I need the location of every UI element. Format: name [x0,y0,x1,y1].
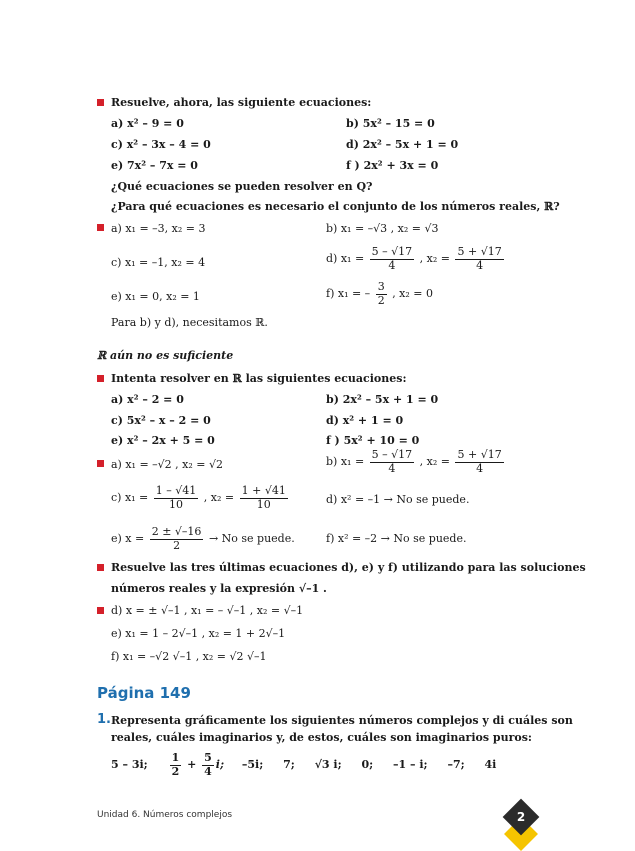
eq-2a: a) x² – 2 = 0 [111,393,184,406]
section3-instruction-line1: Resuelve las tres últimas ecuaciones d), e) y f) utilizando para las soluciones [111,561,586,574]
eq-1d: d) 2x² – 5x + 1 = 0 [346,138,459,151]
answer-1a: a) x₁ = –3, x₂ = 3 [111,222,206,235]
bullet-icon [97,375,104,382]
answer-1f-post: , x₂ = 0 [392,287,434,301]
complex-item: 0; [361,758,374,771]
answer-1d-label: d) x₁ = [326,252,365,266]
answer-3d: d) x = ± √–1 , x₁ = – √–1 , x₂ = √–1 [111,604,304,617]
question-2: ¿Para qué ecuaciones es necesario el conjunto de los números reales, ℝ? [111,200,560,213]
complex-item: 5 – 3i; [111,758,148,771]
bullet-icon [97,607,104,614]
bullet-icon [97,460,104,467]
page-badge [503,800,539,848]
complex-item: $\frac{1}{2}$ + $\frac{5}{4}$ i; [171,750,225,778]
answer-1d [326,246,506,272]
answer-2c-label: c) x₁ = [111,491,149,505]
fraction: $\frac{2 \pm √-16}{2}$ [151,525,202,552]
answer-2f: f) x² = –2 → No se puede. [326,532,467,545]
page-heading: Página 149 [97,684,191,702]
exercise-line2: reales, cuáles imaginarios y, de estos, cuáles son imaginarios puros: [111,731,532,744]
answer-2b [326,449,506,475]
fraction: $\frac{5 + √17}{4}$ [457,448,502,475]
footer-unit: Unidad 6. Números complejos [97,810,233,820]
section1-instruction: Resuelve, ahora, las siguiente ecuaciones: [111,96,372,109]
eq-2c: c) 5x² – x – 2 = 0 [111,414,211,427]
answer-2b-label: b) x₁ = [326,455,365,469]
fraction: $\frac{1 - √41}{10}$ [155,484,197,511]
complex-item: –1 – i; [393,758,428,771]
answer-1b: b) x₁ = –√3 , x₂ = √3 [326,222,439,235]
fraction: $\frac{3}{2}$ [377,280,385,307]
bullet-icon [97,224,104,231]
eq-2e: e) x² – 2x + 5 = 0 [111,434,215,447]
answer-2c [111,485,290,511]
answer-2b-mid: , x₂ = [419,455,450,469]
complex-item: √3 i; [314,758,342,771]
eq-1b: b) 5x² – 15 = 0 [346,117,435,130]
question-1: ¿Qué ecuaciones se pueden resolver en Q? [111,180,373,193]
answer-2e-post: → No se puede. [208,532,295,546]
section3-instruction-line2: números reales y la expresión √–1 . [111,582,327,595]
fraction: $\frac{5 - √17}{4}$ [371,448,413,475]
exercise-line1: Representa gráficamente los siguientes números complejos y di cuáles son [111,714,573,727]
section2-instruction: Intenta resolver en ℝ las siguientes ecuaciones: [111,372,407,385]
answer-3e: e) x₁ = 1 – 2√–1 , x₂ = 1 + 2√–1 [111,627,286,640]
exercise-number: 1. [97,712,111,727]
complex-item: 4i [484,758,497,771]
eq-1c: c) x² – 3x – 4 = 0 [111,138,211,151]
answer-1f [326,281,433,307]
eq-1f: f ) 2x² + 3x = 0 [346,159,439,172]
answer-2c-mid: , x₂ = [203,491,235,505]
complex-item: –7; [447,758,465,771]
complex-item: 7; [283,758,295,771]
fraction: $\frac{5 - √17}{4}$ [371,245,413,272]
fraction: $\frac{1 + √41}{10}$ [241,484,286,511]
eq-1a: a) x² – 9 = 0 [111,117,184,130]
eq-2b: b) 2x² – 5x + 1 = 0 [326,393,439,406]
answer-3f: f) x₁ = –√2 √–1 , x₂ = √2 √–1 [111,650,267,663]
answer-1d-mid: , x₂ = [419,252,450,266]
eq-2f: f ) 5x² + 10 = 0 [326,434,420,447]
subtitle: ℝ aún no es suficiente [97,349,234,362]
answer-1f-label: f) x₁ = – [326,287,371,301]
bullet-icon [97,99,104,106]
answer-1e: e) x₁ = 0, x₂ = 1 [111,290,200,303]
answer-2a: a) x₁ = –√2 , x₂ = √2 [111,458,223,471]
answer-2e-label: e) x = [111,532,145,546]
page-number: 2 [516,810,526,824]
complex-item: –5i; [241,758,264,771]
answer-1-note: Para b) y d), necesitamos ℝ. [111,316,268,329]
answer-2d: d) x² = –1 → No se puede. [326,493,470,506]
fraction: $\frac{5 + √17}{4}$ [457,245,502,272]
answer-1c: c) x₁ = –1, x₂ = 4 [111,256,206,269]
eq-2d: d) x² + 1 = 0 [326,414,404,427]
eq-1e: e) 7x² – 7x = 0 [111,159,198,172]
bullet-icon [97,564,104,571]
answer-2e [111,526,295,552]
complex-number-list [111,750,496,778]
